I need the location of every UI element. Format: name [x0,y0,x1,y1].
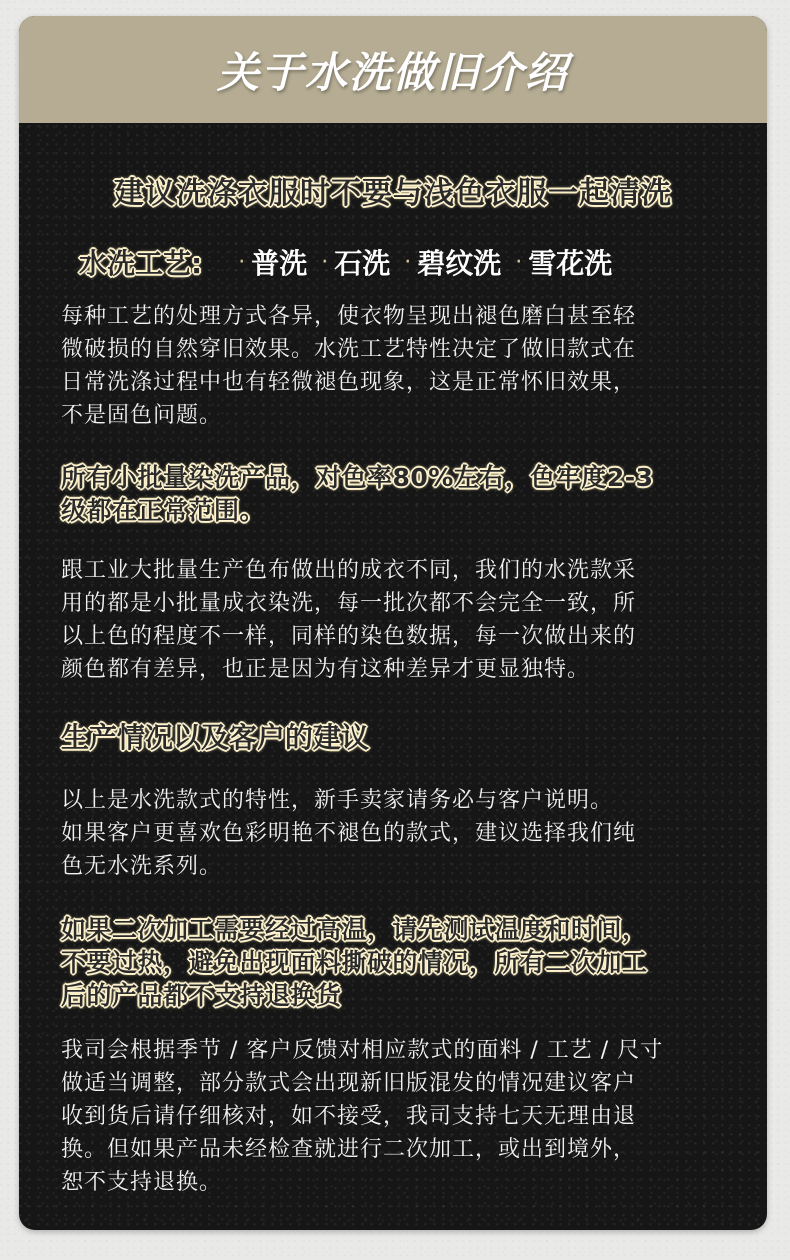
process-description [61,300,733,432]
text-line: 后的产品都不支持退换货 [61,981,342,1010]
text-line: 每种工艺的处理方式各异，使衣物呈现出褪色磨白甚至轻 [61,304,637,329]
text-line: 换。但如果产品未经检查就进行二次加工，或出到境外， [61,1137,637,1162]
page-title: 关于水洗做旧介绍 [216,47,569,97]
seller-advice [61,784,733,883]
text-line: 所有小批量染洗产品，对色率80%左右，色牢度2-3 [61,463,654,492]
text-line: 不是固色问题。 [61,403,223,428]
color-fastness-note [61,461,751,527]
text-line: 做适当调整，部分款式会出现新旧版混发的情况建议客户 [61,1071,637,1096]
text-line: 收到货后请仔细核对，如不接受，我司支持七天无理由退 [61,1104,637,1129]
return-policy [61,1034,733,1199]
text-line: 跟工业大批量生产色布做出的成衣不同，我们的水洗款采 [61,558,637,583]
process-item-ripple: 碧纹洗 [417,247,502,280]
text-line: 不要过热，避免出现面料撕破的情况，所有二次加工 [61,948,648,977]
text-line: 如果二次加工需要经过高温，请先测试温度和时间， [61,915,648,944]
text-line: 微破损的自然穿旧效果。水洗工艺特性决定了做旧款式在 [61,337,637,362]
text-line: 我司会根据季节 / 客户反馈对相应款式的面料 / 工艺 / 尺寸 [61,1038,664,1063]
text-line: 级都在正常范围。 [61,496,266,525]
section-heading: 生产情况以及客户的建议 [61,721,370,754]
text-line: 色无水洗系列。 [61,854,223,879]
text-line: 日常洗涤过程中也有轻微褪色现象，这是正常怀旧效果， [61,370,637,395]
bullet-icon: · [321,249,329,275]
text-line: 以上色的程度不一样，同样的染色数据，每一次做出来的 [61,624,637,649]
process-item-snowflake: 雪花洗 [528,247,613,280]
text-line: 颜色都有差异，也正是因为有这种差异才更显独特。 [61,657,591,682]
text-line: 用的都是小批量成衣染洗，每一批次都不会完全一致，所 [61,591,637,616]
text-line: 恕不支持退换。 [61,1170,223,1195]
batch-dyeing-description [61,554,733,686]
bullet-icon: · [404,249,412,275]
bullet-icon: · [515,249,523,275]
process-label: 水洗工艺: [79,247,203,280]
title-banner [19,16,767,123]
secondary-processing-warning [61,913,751,1012]
wash-process-row [79,242,759,282]
process-item-regular: 普洗 [251,247,308,280]
text-line: 以上是水洗款式的特性，新手卖家请务必与客户说明。 [61,788,614,813]
process-item-stone: 石洗 [334,247,391,280]
washing-advice-subtitle: 建议洗涤衣服时不要与浅色衣服一起清洗 [114,176,672,211]
text-line: 如果客户更喜欢色彩明艳不褪色的款式，建议选择我们纯 [61,821,637,846]
bullet-icon: · [238,249,246,275]
info-card [19,16,767,1230]
